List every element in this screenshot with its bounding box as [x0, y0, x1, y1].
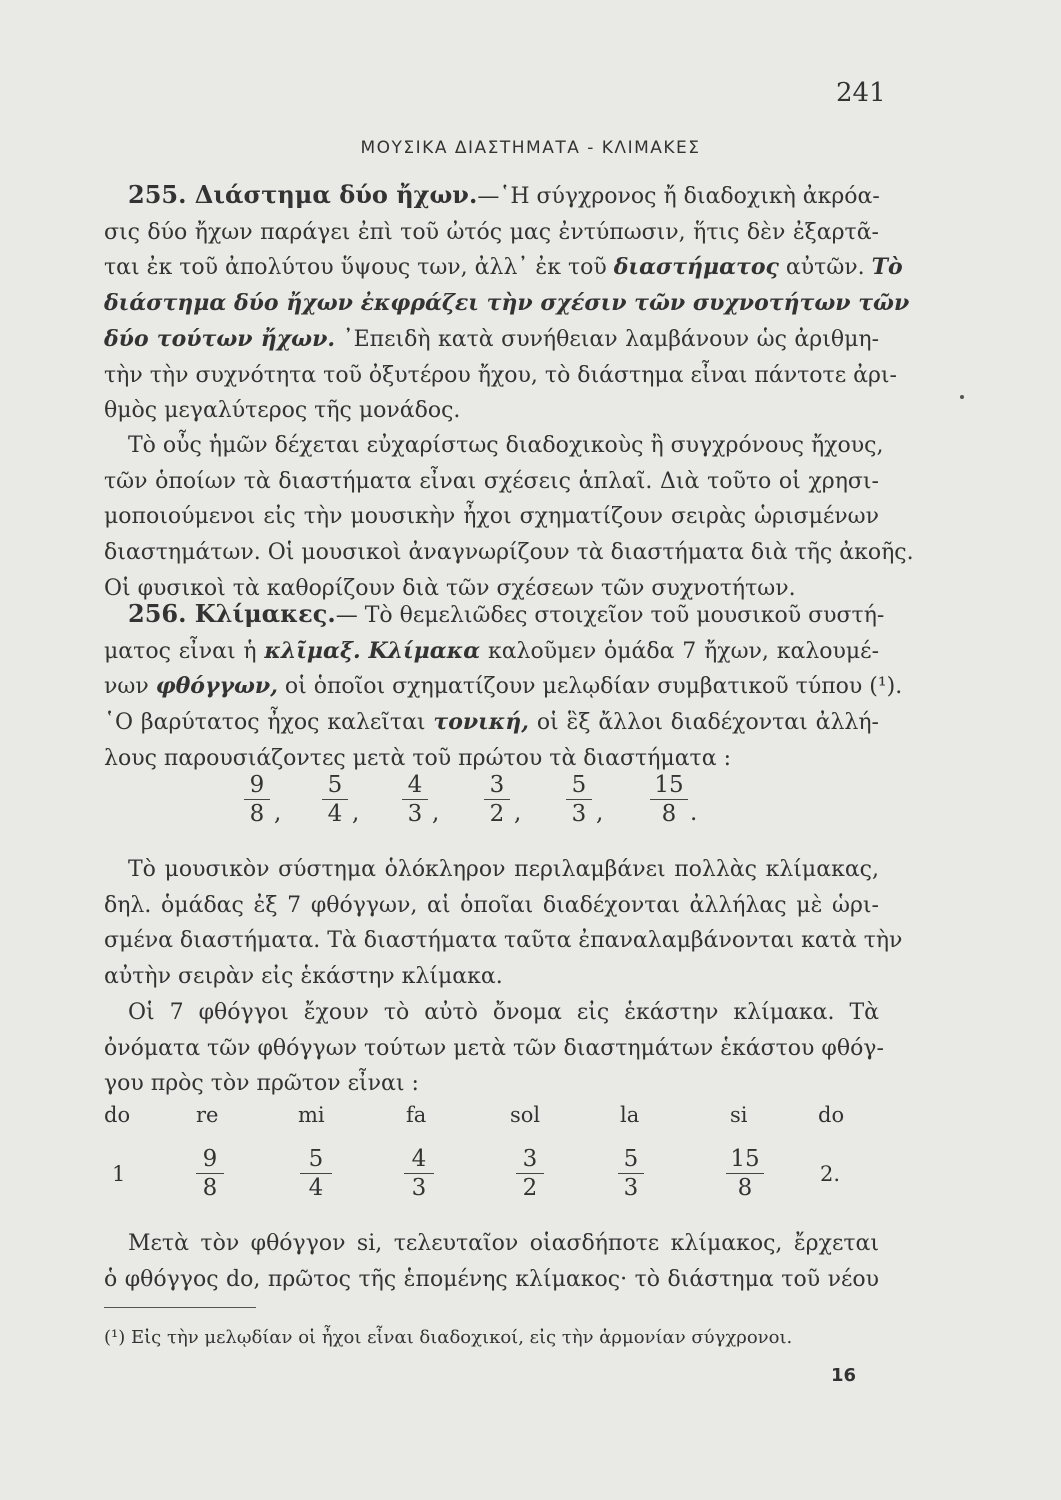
- text-line: Μετὰ τὸν φθόγγον si, τελευταῖον οἱασδήποτε κλίμακος, ἔρχεται: [128, 1231, 879, 1256]
- section-256: [104, 596, 903, 777]
- separator: ,: [352, 800, 360, 826]
- paragraph-ear: [104, 428, 914, 607]
- text: αὐτῶν.: [785, 255, 865, 281]
- note-name: la: [620, 1103, 640, 1127]
- text-line: τῶν ὁποίων τὰ διαστήματα εἶναι σχέσεις ἁπλαῖ. Διὰ τοῦτο οἱ χρησι-: [104, 468, 879, 494]
- note-name: do: [818, 1103, 845, 1127]
- text-line: διάστημα δύο ἤχων ἐκφράζει τὴν σχέσιν τῶν συχνοτήτων τῶν: [104, 290, 910, 317]
- fraction: 5 4: [322, 772, 348, 827]
- text-line: Τὸ οὖς ἡμῶν δέχεται εὐχαρίστως διαδοχικοὺς ἢ συγχρόνους ἤχους,: [128, 433, 884, 458]
- text-line: δηλ. ὁμάδας ἐξ 7 φθόγγων, αἱ ὁποῖαι διαδέχονται ἀλλήλας μὲ ὡρι-: [104, 892, 879, 918]
- separator: ,: [596, 800, 604, 826]
- fraction: 3 2: [484, 772, 510, 827]
- section-title: 256. Κλίμακες.: [128, 599, 336, 628]
- text-line: [104, 596, 885, 634]
- emphasis: φθόγγων,: [155, 673, 278, 700]
- separator: .: [690, 800, 698, 826]
- section-title: 255. Διάστημα δύο ἤχων.: [128, 180, 478, 209]
- text-line: [104, 177, 879, 215]
- fraction: 4 3: [402, 772, 428, 827]
- section-255: [104, 177, 910, 429]
- text-line: μοποιούμενοι εἰς τὴν μουσικὴν ἦχοι σχηματίζουν σειρὰς ὡρισμένων: [104, 504, 879, 530]
- text-line: τὴν τὴν συχνότητα τοῦ ὀξυτέρου ἤχου, τὸ διάστημα εἶναι πάντοτε ἀρι-: [104, 362, 897, 388]
- text: οἱ ὁποῖοι σχηματίζουν μελῳδίαν συμβατικοῦ τύπου (¹).: [284, 674, 903, 700]
- text-line: [104, 634, 879, 670]
- note-name: mi: [298, 1103, 325, 1127]
- text: ται ἐκ τοῦ ἀπολύτου ὕψους των, ἀλλ᾽ ἐκ τοῦ: [104, 255, 607, 281]
- footnote-rule: [104, 1307, 256, 1308]
- separator: ,: [514, 800, 522, 826]
- text-line: αὐτὴν σειρὰν εἰς ἑκάστην κλίμακα.: [104, 964, 503, 990]
- footnote: (¹) Εἰς τὴν μελῳδίαν οἱ ἦχοι εἶναι διαδοχικοί, εἰς τὴν ἁρμονίαν σύγχρονοι.: [104, 1327, 793, 1348]
- note-name: sol: [510, 1103, 541, 1127]
- separator: ,: [432, 800, 440, 826]
- fraction: 15 8: [650, 772, 688, 827]
- text-line: λους παρουσιάζοντες μετὰ τοῦ πρώτου τὰ διαστήματα :: [104, 745, 731, 771]
- text: νων: [104, 674, 149, 700]
- paragraph-after: [104, 1226, 879, 1297]
- text-line: ὀνόματα τῶν φθόγγων τούτων μετὰ τῶν διαστημάτων ἑκάστου φθόγ-: [104, 1035, 884, 1061]
- note-name: do: [104, 1103, 131, 1127]
- text: ματος εἶναι ἡ: [104, 638, 257, 664]
- text-line: [104, 669, 903, 705]
- paragraph-system: [104, 852, 903, 995]
- text-line: σις δύο ἤχων παράγει ἐπὶ τοῦ ὠτός μας ἐντύπωσιν, ἥτις δὲν ἐξαρτᾶ-: [104, 219, 879, 245]
- fraction: 5 3: [566, 772, 592, 827]
- text-line: σμένα διαστήματα. Τὰ διαστήματα ταῦτα ἐπαναλαμβάνονται κατὰ τὴν: [104, 928, 903, 954]
- text: ῾Ο βαρύτατος ἦχος καλεῖται: [104, 710, 426, 736]
- text: καλοῦμεν ὁμάδα 7 ἤχων, καλουμέ-: [487, 638, 880, 664]
- ratio-fraction: 3 2: [516, 1146, 544, 1201]
- text: — Τὸ θεμελιῶδες στοιχεῖον τοῦ μουσικοῦ συστή-: [335, 603, 885, 628]
- ratio-fraction: 5 3: [618, 1146, 644, 1201]
- emphasis: τονική,: [433, 709, 529, 736]
- note-name: si: [730, 1103, 748, 1127]
- ratio-whole: 1: [112, 1162, 126, 1186]
- paper-speck: [960, 395, 964, 399]
- text-line: Τὸ μουσικὸν σύστημα ὁλόκληρον περιλαμβάνει πολλὰς κλίμακας,: [128, 857, 879, 882]
- text-line: Οἱ φυσικοὶ τὰ καθορίζουν διὰ τῶν σχέσεων τῶν συχνοτήτων.: [104, 575, 796, 601]
- text: οἱ ἓξ ἄλλοι διαδέχονται ἀλλή-: [536, 710, 879, 736]
- signature-mark: 16: [831, 1365, 857, 1386]
- text-line: διαστημάτων. Οἱ μουσικοὶ ἀναγνωρίζουν τὰ διαστήματα διὰ τῆς ἀκοῆς.: [104, 540, 914, 566]
- running-head: ΜΟΥΣΙΚΑ ΔΙΑΣΤΗΜΑΤΑ - ΚΛΙΜΑΚΕΣ: [360, 138, 701, 158]
- fraction: 9 8: [244, 772, 270, 827]
- ratio-fraction: 4 3: [404, 1146, 434, 1201]
- emphasis: Τὸ: [871, 254, 903, 281]
- emphasis: δύο τούτων ἤχων.: [104, 325, 336, 352]
- text-line: [104, 322, 879, 358]
- text-line: γου πρὸς τὸν πρῶτον εἶναι :: [104, 1071, 419, 1097]
- emphasis: διαστήματος: [613, 254, 779, 281]
- text: —῾Η σύγχρονος ἤ διαδοχικὴ ἀκρόα-: [477, 184, 880, 209]
- emphasis: Κλίμακα: [368, 637, 481, 664]
- ratio-whole: 2.: [820, 1162, 841, 1186]
- ratio-fraction: 15 8: [726, 1146, 764, 1201]
- text-line: [104, 250, 903, 286]
- ratio-fraction: 9 8: [196, 1146, 224, 1201]
- note-name: re: [196, 1103, 219, 1127]
- separator: ,: [274, 800, 282, 826]
- text-line: θμὸς μεγαλύτερος τῆς μονάδος.: [104, 398, 461, 424]
- note-name: fa: [406, 1103, 427, 1127]
- text-line: Οἱ 7 φθόγγοι ἔχουν τὸ αὐτὸ ὄνομα εἰς ἑκάστην κλίμακα. Τὰ: [128, 1000, 879, 1025]
- page-number: 241: [836, 78, 886, 108]
- text-line: [104, 705, 879, 741]
- paragraph-names: [104, 995, 884, 1102]
- emphasis: κλῖμαξ.: [264, 637, 361, 664]
- text-line: ὁ φθόγγος do, πρῶτος τῆς ἑπομένης κλίμακος· τὸ διάστημα τοῦ νέου: [104, 1266, 879, 1292]
- text: ᾽Επειδὴ κατὰ συνήθειαν λαμβάνουν ὡς ἀριθμη-: [342, 326, 879, 352]
- ratio-fraction: 5 4: [300, 1146, 332, 1201]
